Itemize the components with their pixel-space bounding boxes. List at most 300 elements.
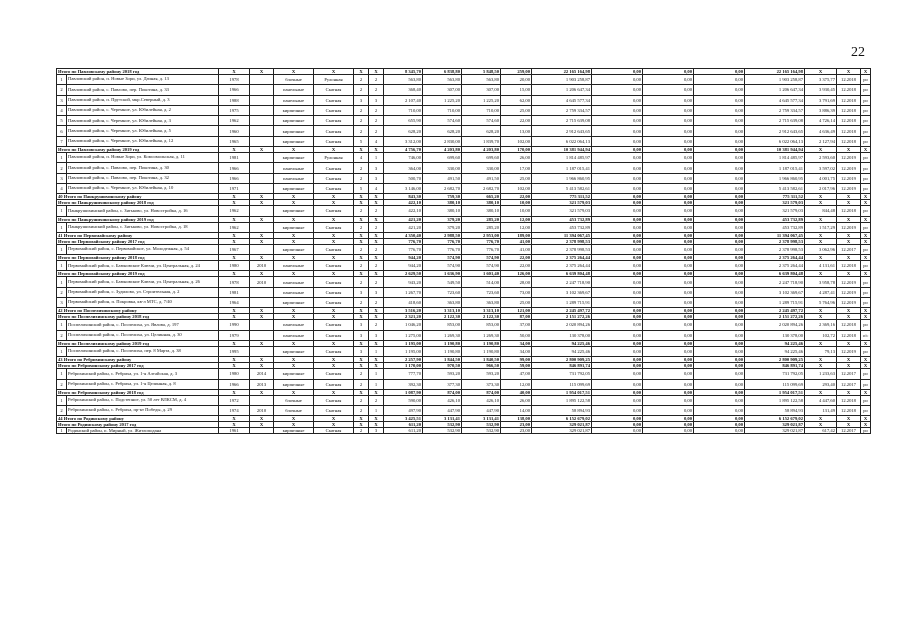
subtotal-cell: X [250, 271, 274, 277]
subtotal-cell: 0,00 [592, 422, 643, 428]
house-cell: 25,00 [501, 173, 532, 183]
subtotal-cell: 0,00 [643, 69, 694, 75]
house-cell: 22,00 [501, 116, 532, 126]
house-cell: 574,90 [462, 261, 501, 271]
house-cell: 2 247 718,90 [532, 277, 592, 287]
capital-repair-register-table [56, 68, 871, 434]
subtotal-cell: 0,00 [694, 363, 745, 369]
house-cell: 844,48 [805, 206, 837, 216]
subtotal-cell: X [274, 357, 314, 363]
subtotal-cell: 0,00 [643, 238, 694, 244]
house-cell: 2 [354, 244, 369, 254]
house-cell: 2 [354, 163, 369, 173]
house-cell: ро [861, 126, 871, 136]
subtotal-cell: 380,10 [423, 200, 462, 206]
house-address: Павловский район, с. Павлово, пер. Покотина, д. 32 [67, 173, 219, 183]
subtotal-cell: X [274, 216, 314, 222]
subtotal-cell: X [250, 194, 274, 200]
row-number: 2 [57, 330, 67, 340]
subtotal-cell: 846 891,74 [745, 363, 805, 369]
subtotal-cell: 1 087,90 [384, 389, 423, 395]
subtotal-cell: 0,00 [694, 340, 745, 346]
house-cell: 94 225,46 [532, 346, 592, 356]
house-cell: 0,00 [592, 346, 643, 356]
house-cell: 1965 [219, 136, 250, 146]
row-number: 1 [57, 320, 67, 330]
house-cell: 12.2019 [837, 153, 861, 163]
house-cell: 1978 [219, 75, 250, 85]
house-cell: 380,10 [423, 206, 462, 216]
house-cell [250, 244, 274, 254]
house-cell: 13,00 [501, 126, 532, 136]
subtotal-cell: X [805, 147, 837, 153]
subtotal-cell: X [274, 194, 314, 200]
subtotal-cell: 3 131,41 [462, 416, 501, 422]
subtotal-cell: 532,90 [462, 422, 501, 428]
house-cell: 2 [354, 298, 369, 308]
house-cell: 4 645 577,34 [745, 95, 805, 105]
subtotal-label: Итого по Ребрихинскому району 2018 год [57, 389, 219, 395]
house-cell: ро [861, 95, 871, 105]
house-cell: 1 195,00 [384, 346, 423, 356]
subtotal-cell: X [219, 238, 250, 244]
house-cell: 293,40 [805, 379, 837, 389]
house-cell: 1966 [219, 379, 250, 389]
house-cell: 12.2018 [837, 116, 861, 126]
subtotal-cell: X [219, 271, 250, 277]
house-cell: 514,00 [462, 277, 501, 287]
subtotal-cell: 0,00 [643, 314, 694, 320]
house-cell: 5 413 582,61 [745, 183, 805, 193]
subtotal-cell: 2 375 264,44 [745, 255, 805, 261]
row-number: 3 [57, 95, 67, 105]
house-cell: 1967 [219, 244, 250, 254]
house-cell: Скатная [314, 379, 354, 389]
house-cell: 0,00 [694, 153, 745, 163]
house-cell: 497,90 [384, 406, 423, 416]
house-cell: 379,20 [423, 222, 462, 232]
subtotal-cell: 970,50 [423, 363, 462, 369]
house-cell: 73,00 [501, 287, 532, 297]
house-cell: 15,00 [501, 85, 532, 95]
house-cell: 12.2018 [837, 95, 861, 105]
house-cell: панельные [274, 95, 314, 105]
subtotal-cell: 2 800 909,25 [745, 357, 805, 363]
subtotal-cell: X [369, 255, 384, 261]
house-row [57, 206, 871, 216]
subtotal-cell: X [805, 216, 837, 222]
house-cell: кирпичные [274, 298, 314, 308]
house-cell: 0,00 [592, 126, 643, 136]
subtotal-cell: X [837, 147, 861, 153]
subtotal-cell: 776,70 [462, 238, 501, 244]
subtotal-cell: X [314, 200, 354, 206]
house-cell: 0,00 [694, 287, 745, 297]
house-cell: 0,00 [592, 183, 643, 193]
subtotal-cell: 379,20 [423, 216, 462, 222]
house-cell: 0,00 [592, 85, 643, 95]
subtotal-cell: X [219, 232, 250, 238]
subtotal-cell: 843,30 [384, 194, 423, 200]
subtotal-cell: X [369, 200, 384, 206]
house-cell: 3 [369, 287, 384, 297]
house-address: Павловский район, п. Новые Зори, ул. Дачная, д. 13 [67, 75, 219, 85]
subtotal-cell: X [354, 238, 369, 244]
house-cell [250, 136, 274, 146]
house-cell: 330,00 [462, 163, 501, 173]
subtotal-cell: 574,90 [462, 255, 501, 261]
house-cell: 0,00 [643, 379, 694, 389]
house-cell: 2 107,40 [384, 95, 423, 105]
subtotal-cell: X [219, 314, 250, 320]
subtotal-cell: X [837, 340, 861, 346]
subtotal-cell: 0,00 [592, 314, 643, 320]
house-cell: 491,50 [423, 173, 462, 183]
house-cell: 0,00 [694, 75, 745, 85]
row-number: 7 [57, 136, 67, 146]
house-cell: 0,00 [643, 85, 694, 95]
house-cell: ро [861, 75, 871, 85]
house-cell: 746,00 [384, 153, 423, 163]
house-cell: 1974 [219, 406, 250, 416]
subtotal-cell: X [314, 389, 354, 395]
house-cell: Скатная [314, 244, 354, 254]
house-cell: кирпичные [274, 116, 314, 126]
house-cell: 2010 [250, 406, 274, 416]
house-cell: 3 [369, 95, 384, 105]
house-cell: 2 830,00 [423, 136, 462, 146]
house-cell: панельные [274, 85, 314, 95]
house-cell: 453 732,89 [745, 222, 805, 232]
subtotal-cell: 22 165 164,98 [532, 69, 592, 75]
subtotal-cell: 1 190,80 [462, 340, 501, 346]
subtotal-cell: 87,00 [501, 314, 532, 320]
house-cell: 655,90 [384, 116, 423, 126]
subtotal-cell: X [354, 200, 369, 206]
house-cell: 0,00 [592, 206, 643, 216]
house-cell: 853,00 [462, 320, 501, 330]
house-cell: кирпичные [274, 379, 314, 389]
house-cell: 0,00 [592, 379, 643, 389]
house-cell: 2 [354, 395, 369, 405]
house-cell: 2 [369, 105, 384, 115]
subtotal-cell: X [314, 194, 354, 200]
house-cell: 2 [354, 116, 369, 126]
house-cell: ро [861, 406, 871, 416]
house-cell: 2 017,96 [805, 183, 837, 193]
subtotal-cell: X [219, 357, 250, 363]
subtotal-cell: 0,00 [592, 271, 643, 277]
house-cell: ро [861, 105, 871, 115]
row-number: 1 [57, 153, 67, 163]
row-number: 2 [57, 379, 67, 389]
house-cell: 1 [369, 406, 384, 416]
subtotal-cell: X [837, 314, 861, 320]
house-cell [250, 126, 274, 136]
subtotal-cell: 0,00 [694, 422, 745, 428]
house-cell: 2 [369, 116, 384, 126]
house-cell: 6 022 064,13 [532, 136, 592, 146]
house-cell: 532,90 [462, 428, 501, 434]
subtotal-cell: 0,00 [592, 194, 643, 200]
house-cell: панельные [274, 261, 314, 271]
house-cell: 1 225,20 [423, 95, 462, 105]
subtotal-cell: 59,00 [501, 363, 532, 369]
subtotal-cell: 0,00 [592, 147, 643, 153]
house-cell: 2 [369, 126, 384, 136]
house-cell: 628,20 [462, 126, 501, 136]
house-cell: 285,20 [462, 222, 501, 232]
subtotal-cell: 0,00 [643, 147, 694, 153]
house-cell [250, 116, 274, 126]
subtotal-cell: 2 151 272,26 [745, 314, 805, 320]
house-cell: 628,20 [384, 126, 423, 136]
subtotal-cell: 0,00 [694, 271, 745, 277]
house-cell: 25,00 [501, 298, 532, 308]
subtotal-cell: X [837, 308, 861, 314]
house-cell: 0,00 [694, 105, 745, 115]
house-cell: 628,20 [423, 126, 462, 136]
house-cell: 1 206 647,34 [745, 85, 805, 95]
house-cell: 4 001,75 [805, 173, 837, 183]
house-cell: 12.2018 [837, 75, 861, 85]
house-cell: кирпичные [274, 126, 314, 136]
subtotal-cell: 1 954 017,51 [532, 389, 592, 395]
house-cell: 1966 [219, 173, 250, 183]
subtotal-cell: 0,00 [694, 389, 745, 395]
house-cell: 58 894,93 [532, 406, 592, 416]
subtotal-cell: 0,00 [592, 389, 643, 395]
subtotal-cell: 8 345,70 [384, 69, 423, 75]
house-cell [250, 320, 274, 330]
subtotal-cell: 2 122,30 [423, 314, 462, 320]
table-body [57, 69, 871, 434]
subtotal-label: Итого по Первомайскому району 2017 год [57, 238, 219, 244]
subtotal-cell: 10 381 944,94 [745, 147, 805, 153]
subtotal-cell: 0,00 [694, 416, 745, 422]
subtotal-cell: X [861, 314, 871, 320]
house-cell: 0,00 [643, 105, 694, 115]
house-cell: 1960 [219, 126, 250, 136]
house-cell: 26,00 [501, 153, 532, 163]
house-cell [250, 85, 274, 95]
house-cell: 329 021,87 [532, 428, 592, 434]
house-cell: 329 021,87 [745, 428, 805, 434]
subtotal-cell: 3 425,51 [384, 416, 423, 422]
subtotal-cell: X [250, 232, 274, 238]
house-cell: ро [861, 277, 871, 287]
subtotal-cell: X [274, 314, 314, 320]
subtotal-cell: 2 378 998,53 [532, 238, 592, 244]
subtotal-cell: 532,90 [423, 422, 462, 428]
subtotal-cell: X [354, 271, 369, 277]
row-number: 1 [57, 428, 67, 434]
house-cell: 0,00 [694, 173, 745, 183]
row-number: 2 [57, 406, 67, 416]
subtotal-cell: 2 151 272,26 [532, 314, 592, 320]
house-row [57, 116, 871, 126]
subtotal-cell: 321 579,03 [532, 200, 592, 206]
house-cell: 0,00 [694, 183, 745, 193]
house-cell: 453 732,89 [532, 222, 592, 232]
house-cell: 1 267,70 [384, 287, 423, 297]
subtotal-cell: 0,00 [592, 308, 643, 314]
house-cell: 422,10 [384, 206, 423, 216]
house-address: Павловский район, с. Павлово, пер. Покотина, д. 30 [67, 163, 219, 173]
subtotal-cell: 329 021,87 [532, 422, 592, 428]
house-cell: 0,00 [592, 153, 643, 163]
house-cell: 710,00 [384, 105, 423, 115]
house-cell: 4 [369, 136, 384, 146]
house-cell: 1 966 860,95 [745, 173, 805, 183]
row-number: 4 [57, 105, 67, 115]
house-cell: 0,00 [592, 320, 643, 330]
house-cell: 4 [354, 153, 369, 163]
subtotal-cell: X [354, 357, 369, 363]
subtotal-cell: X [250, 389, 274, 395]
subtotal-cell: 2 122,30 [462, 314, 501, 320]
house-cell: Скатная [314, 222, 354, 232]
house-cell: 0,00 [643, 136, 694, 146]
house-cell: 5 [354, 136, 369, 146]
house-cell: Скатная [314, 126, 354, 136]
subtotal-cell: 846 891,74 [532, 363, 592, 369]
house-cell: 2 [354, 105, 369, 115]
subtotal-cell: 2 629,50 [384, 271, 423, 277]
subtotal-cell: X [805, 308, 837, 314]
house-cell: 37,00 [501, 320, 532, 330]
house-cell: 94 225,46 [745, 346, 805, 356]
house-cell: кирпичные [274, 346, 314, 356]
subtotal-cell: 0,00 [694, 147, 745, 153]
subtotal-cell: X [354, 308, 369, 314]
house-cell: кирпичные [274, 105, 314, 115]
house-row [57, 346, 871, 356]
house-cell: 2 912 643,65 [745, 126, 805, 136]
house-cell: 1 895 122,58 [532, 395, 592, 405]
house-cell: 330,00 [423, 163, 462, 173]
house-cell: 2 [354, 126, 369, 136]
subtotal-cell: 0,00 [592, 340, 643, 346]
house-cell: 3 375,77 [805, 75, 837, 85]
house-row [57, 95, 871, 105]
house-cell: 12.2018 [837, 206, 861, 216]
house-cell: 0,00 [694, 116, 745, 126]
subtotal-cell: X [369, 147, 384, 153]
house-cell: 3 [354, 95, 369, 105]
subtotal-cell: X [861, 216, 871, 222]
house-cell: 776,70 [462, 244, 501, 254]
house-cell: 2 [354, 261, 369, 271]
house-cell: 102,00 [501, 136, 532, 146]
house-cell: 12.2018 [837, 105, 861, 115]
subtotal-cell: 1 190,80 [423, 340, 462, 346]
subtotal-cell: X [219, 422, 250, 428]
subtotal-cell: 2 257,90 [384, 357, 423, 363]
house-cell: 307,00 [462, 85, 501, 95]
house-cell: 1975 [219, 105, 250, 115]
house-cell: 1 895 122,58 [745, 395, 805, 405]
house-cell: 0,00 [643, 75, 694, 85]
house-row [57, 85, 871, 95]
subtotal-cell: X [837, 363, 861, 369]
house-cell: 1 [369, 346, 384, 356]
house-cell: ро [861, 261, 871, 271]
subtotal-cell: 0,00 [694, 255, 745, 261]
house-cell: панельные [274, 320, 314, 330]
row-number: 2 [57, 163, 67, 173]
house-cell: 0,00 [592, 369, 643, 379]
house-cell: 1 [369, 369, 384, 379]
house-cell: 710,00 [462, 105, 501, 115]
house-cell: 62,00 [501, 95, 532, 105]
house-row [57, 369, 871, 379]
subtotal-cell: 23,00 [501, 422, 532, 428]
house-cell: 4 131,61 [805, 261, 837, 271]
subtotal-cell: X [314, 314, 354, 320]
house-cell: 0,00 [694, 346, 745, 356]
subtotal-cell: X [861, 389, 871, 395]
subtotal-label: Итого по Родинскому району 2017 год [57, 422, 219, 428]
house-cell: 368,40 [384, 85, 423, 95]
house-cell: 0,00 [643, 406, 694, 416]
house-cell [250, 95, 274, 105]
house-cell: 2 375 264,44 [532, 261, 592, 271]
house-address: Павловский район, п. Новые Зори, ул. Комсомольская, д. 11 [67, 153, 219, 163]
house-cell: 1 289 715,91 [745, 298, 805, 308]
house-cell: Скатная [314, 277, 354, 287]
subtotal-cell: X [354, 194, 369, 200]
house-cell: панельные [274, 163, 314, 173]
house-cell: 20,00 [501, 75, 532, 85]
house-cell: панельные [274, 287, 314, 297]
subtotal-cell: X [274, 232, 314, 238]
subtotal-cell: 0,00 [694, 314, 745, 320]
house-address: Ребрихинский район, с. Подстепное, ул. 50 лет ВЛКСМ, д. 4 [67, 395, 219, 405]
house-cell: 532,90 [423, 428, 462, 434]
house-address: Родинский район, п. Мирный, ул. Житлоподана [67, 428, 219, 434]
subtotal-cell: X [861, 271, 871, 277]
subtotal-label: Итого по Первомайскому району 2019 год [57, 271, 219, 277]
house-cell: 2 375 264,44 [745, 261, 805, 271]
house-row [57, 173, 871, 183]
house-cell: 2 378 998,53 [745, 244, 805, 254]
house-cell: 363,80 [462, 298, 501, 308]
house-address: Первомайский район, с. Баюновские Ключи, ул. Центральная, д. 26 [67, 277, 219, 287]
subtotal-cell: 0,00 [643, 216, 694, 222]
subtotal-cell: X [250, 340, 274, 346]
house-cell: 731 792,05 [745, 369, 805, 379]
subtotal-cell: 0,00 [643, 271, 694, 277]
subtotal-cell: X [274, 147, 314, 153]
subtotal-cell: X [219, 363, 250, 369]
subtotal-cell: X [369, 389, 384, 395]
subtotal-cell: X [354, 255, 369, 261]
subtotal-cell: X [805, 200, 837, 206]
subtotal-cell: 0,00 [694, 357, 745, 363]
subtotal-cell: X [805, 232, 837, 238]
house-cell: 12.2019 [837, 277, 861, 287]
house-cell [250, 330, 274, 340]
subtotal-cell: 2 245 497,72 [532, 308, 592, 314]
subtotal-cell: X [369, 314, 384, 320]
house-cell: блочные [274, 75, 314, 85]
subtotal-cell: 453 732,89 [532, 216, 592, 222]
house-cell: 723,60 [462, 287, 501, 297]
subtotal-cell: X [250, 147, 274, 153]
subtotal-cell: 3 313,10 [423, 308, 462, 314]
house-cell: 0,00 [694, 95, 745, 105]
